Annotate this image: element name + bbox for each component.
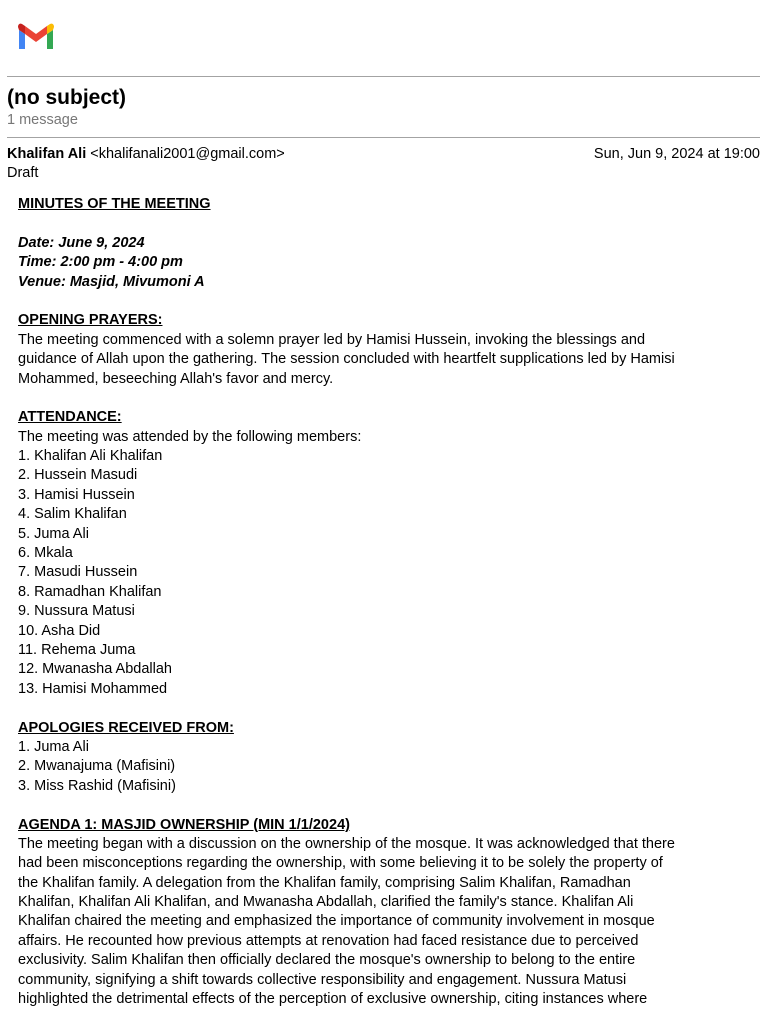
agenda-1-line: the Khalifan family. A delegation from the Khalifan family, comprising Salim Khalifan, Ramadhan (18, 874, 631, 891)
gmail-logo-icon (16, 22, 56, 52)
attendee-item: 5. Juma Ali (18, 525, 89, 542)
draft-label: Draft (7, 165, 39, 181)
apology-item: 3. Miss Rashid (Mafisini) (18, 777, 176, 794)
message-body (18, 195, 748, 1009)
opening-prayers-line: Mohammed, beseeching Allah's favor and mercy. (18, 370, 334, 387)
email-subject: (no subject) (7, 86, 126, 109)
opening-prayers-heading: OPENING PRAYERS: (18, 312, 163, 329)
minutes-title: MINUTES OF THE MEETING (18, 196, 211, 212)
agenda-1-line: affairs. He recounted how previous attempts at renovation had faced resistance due to perceived (18, 932, 639, 949)
opening-prayers-line: guidance of Allah upon the gathering. The session concluded with heartfelt supplications led by Hamisi (18, 351, 675, 368)
attendee-item: 13. Hamisi Mohammed (18, 680, 168, 697)
attendee-item: 3. Hamisi Hussein (18, 486, 135, 503)
agenda-1-line: highlighted the detrimental effects of the perception of exclusive ownership, citing instances where (18, 991, 648, 1008)
agenda-1-line: Khalifan, Khalifan Ali Khalifan, and Mwanasha Abdallah, clarified the family's stance. Khalifan Ali (18, 894, 634, 911)
attendee-item: 8. Ramadhan Khalifan (18, 583, 162, 600)
apology-item: 2. Mwanajuma (Mafisini) (18, 758, 176, 775)
sender-email: <khalifanali2001@gmail.com> (90, 146, 285, 162)
attendee-item: 6. Mkala (18, 545, 73, 562)
attendee-item: 12. Mwanasha Abdallah (18, 661, 172, 678)
apologies-heading: APOLOGIES RECEIVED FROM: (18, 719, 234, 736)
attendee-item: 2. Hussein Masudi (18, 467, 138, 484)
agenda-1-line: had been misconceptions regarding the ownership, with some believing it to be solely the property of (18, 855, 663, 872)
attendance-intro: The meeting was attended by the following members: (18, 428, 362, 445)
attendee-item: 1. Khalifan Ali Khalifan (18, 448, 163, 465)
meeting-time: Time: 2:00 pm - 4:00 pm (18, 254, 183, 271)
sender-name: Khalifan Ali (7, 146, 87, 162)
apology-item: 1. Juma Ali (18, 738, 89, 755)
attendee-item: 11. Rehema Juma (18, 641, 136, 658)
agenda-1-heading: AGENDA 1: MASJID OWNERSHIP (MIN 1/1/2024) (18, 816, 350, 833)
attendee-item: 4. Salim Khalifan (18, 506, 127, 523)
agenda-1-line: The meeting began with a discussion on the ownership of the mosque. It was acknowledged that there (18, 835, 675, 852)
agenda-1-line: exclusivity. Salim Khalifan then officially declared the mosque's ownership to belong to the entire (18, 952, 636, 969)
sender (7, 144, 285, 164)
meeting-date: Date: June 9, 2024 (18, 234, 145, 251)
message-count: 1 message (7, 112, 78, 128)
opening-prayers-line: The meeting commenced with a solemn prayer led by Hamisi Hussein, invoking the blessings and (18, 331, 646, 348)
attendee-item: 9. Nussura Matusi (18, 603, 135, 620)
attendee-item: 10. Asha Did (18, 622, 101, 639)
message-date: Sun, Jun 9, 2024 at 19:00 (593, 146, 760, 162)
header-divider (7, 76, 760, 77)
meeting-venue: Venue: Masjid, Mivumoni A (18, 273, 205, 290)
attendance-heading: ATTENDANCE: (18, 409, 122, 426)
attendee-item: 7. Masudi Hussein (18, 564, 138, 581)
message-divider (7, 137, 760, 138)
agenda-1-line: community, signifying a shift towards collective responsibility and engagement. Nussura Matusi (18, 971, 627, 988)
agenda-1-line: Khalifan chaired the meeting and emphasized the importance of community involvement in mosque (18, 913, 655, 930)
